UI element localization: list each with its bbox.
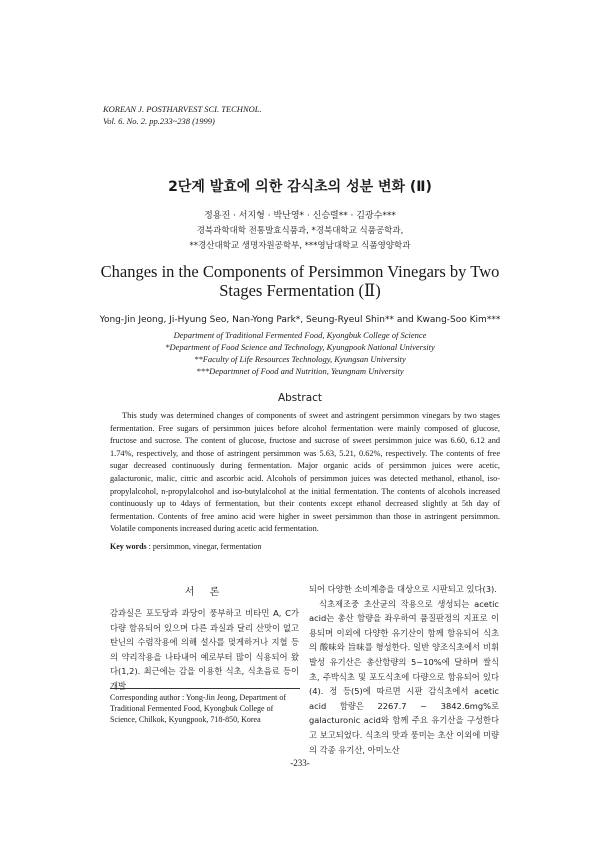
page-number: -233- bbox=[290, 758, 310, 768]
keywords bbox=[110, 542, 261, 551]
english-affiliation-line: ***Departmnet of Food and Nutrition, Yeungnam University bbox=[196, 366, 404, 376]
footnote-divider bbox=[110, 688, 300, 689]
korean-affiliations bbox=[0, 224, 600, 254]
abstract-text: This study was determined changes of components of sweet and astringent persimmon vinegars by two stages fermentation. Free sugars of persimmon juices before alcohol fermentation were mainly composed of glucose, fructose and sucrose. The content of glucose, fructose and sucrose of sweet persimmon juice was 6.60, 6.12 and 1.74%, respectively, and those of astringent persimmon was 5.63, 5.21, 0.62%, respectively. The contents of free sugar decreased continuously during fermentation. Major organic acids of persimmon juices were acetic, galacturonic, malic, citric and ascorbic acid. Alcohols of persimmon juices was detected methanol, ethanol, iso-propylalcohol, n-propylalcohol and iso-butylalcohol at the initial fermentation. The contents of alcohols increased continuously up to 4days of fermentation, but their contents except ethanol decreased slightly at 5th day of fermentation. Contents of free amino acid were higher in sweet persimmon than those in astringent persimmon. Volatile components increased during acetic acid fermentation. bbox=[110, 411, 500, 534]
journal-header bbox=[103, 103, 262, 127]
korean-affiliation-line: 경북과학대학 전통발효식품과, *경북대학교 식품공학과, bbox=[196, 226, 404, 236]
english-affiliation-line: **Faculty of Life Resources Technology, Kyungsan University bbox=[194, 354, 406, 364]
paragraph: 되어 다양한 소비계층을 대상으로 시판되고 있다(3). bbox=[309, 584, 497, 594]
english-affiliations bbox=[0, 329, 600, 377]
korean-authors: 정용진 · 서지형 · 박난영* · 신승렬** · 김광수*** bbox=[204, 211, 396, 221]
english-authors: Yong-Jin Jeong, Ji-Hyung Seo, Nan-Yong Park*, Seung-Ryeul Shin** and Kwang-Soo Kim*** bbox=[99, 315, 501, 325]
section-heading-introduction: 서 론 bbox=[184, 587, 226, 598]
journal-volume: Vol. 6. No. 2. pp.233~238 (1999) bbox=[103, 116, 215, 126]
right-column-text bbox=[309, 582, 499, 757]
korean-affiliation-line: **경산대학교 생명자원공학부, ***영남대학교 식품영양학과 bbox=[189, 241, 411, 251]
keywords-text: : persimmon, vinegar, fermentation bbox=[148, 542, 262, 551]
journal-name: KOREAN J. POSTHARVEST SCI. TECHNOL. bbox=[103, 104, 262, 114]
english-title bbox=[0, 262, 600, 300]
english-affiliation-line: Department of Traditional Fermented Food, Kyongbuk College of Science bbox=[173, 330, 427, 340]
english-title-line: Changes in the Components of Persimmon Vinegars by Two bbox=[100, 262, 500, 281]
korean-title: 2단계 발효에 의한 감식초의 성분 변화 (Ⅱ) bbox=[168, 179, 432, 195]
corresponding-author-footnote: Corresponding author : Yong-Jin Jeong, Department of Traditional Fermented Food, Kyongbuk College of Science, Chilkok, Kyungpook, 718-850, Korea bbox=[110, 693, 286, 724]
left-column-text: 감과실은 포도당과 과당이 풍부하고 비타민 A, C가 다량 함유되어 있으며 다른 과실과 달리 산맛이 없고 탄닌의 수렴작용에 의해 설사를 멎게하거나 지혈 등의 약리작용을 나타내어 예로부터 많이 식용되어 왔다(1,2). 최근에는 감을 이용한 식초, 식초음료 등이 개발 bbox=[110, 608, 299, 691]
abstract-heading: Abstract bbox=[277, 392, 323, 404]
english-affiliation-line: *Department of Food Science and Technology, Kyungpook National University bbox=[165, 342, 435, 352]
english-title-line: Stages Fermentation (Ⅱ) bbox=[219, 281, 381, 300]
keywords-label: Key words bbox=[110, 542, 147, 551]
paragraph: 식초제조중 초산균의 작용으로 생성되는 acetic acid는 총산 함량을 좌우하여 품질판정의 지표로 이용되며 이외에 다양한 유기산이 함께 함유되어 식초의 酸味와 旨味를 형성한다. 일반 양조식초에서 비휘발성 유기산은 총산함량의 5~10%에 달하며 쌀식초, 주박식초 및 포도식초에 다량으로 함유되어 있다(4). 정 등(5)에 따르면 시판 감식초에서 acetic acid 함량은 2267.7 ~ 3842.6mg%로 galacturonic acid와 함께 주요 유기산을 구성한다고 보고되었다. 식초의 맛과 풍미는 초산 이외에 미량의 각종 유기산, 아미노산 bbox=[309, 598, 499, 755]
